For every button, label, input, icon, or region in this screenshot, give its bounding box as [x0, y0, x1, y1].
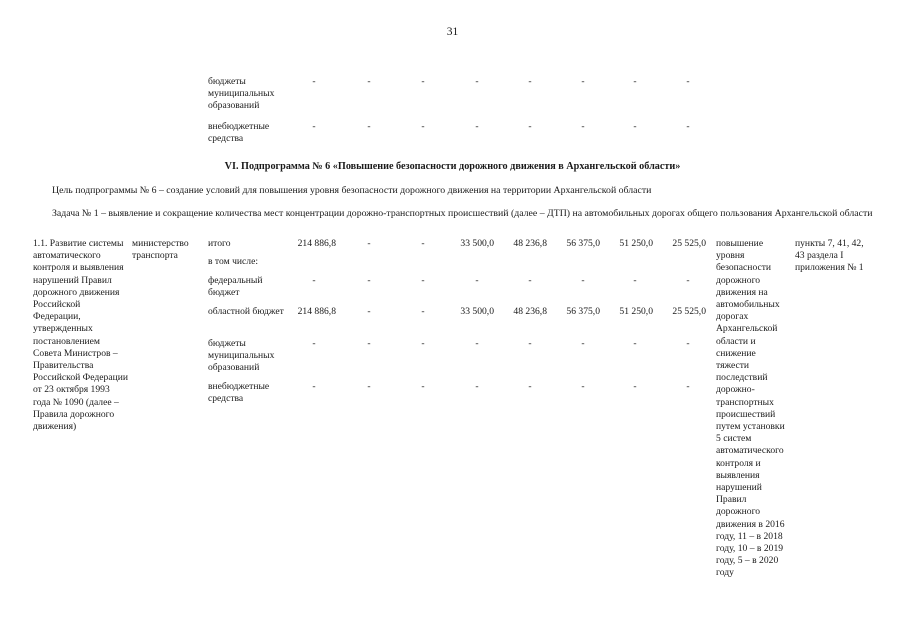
value-cell: 214 886,8 — [297, 238, 336, 249]
value-cell: - — [367, 76, 371, 87]
value-cell: - — [633, 275, 637, 286]
value-cell: - — [421, 275, 425, 286]
value-cell: - — [421, 238, 425, 249]
source-label: бюджеты муниципальных образований — [208, 76, 275, 112]
value-cell: - — [686, 275, 690, 286]
value-cell: - — [686, 381, 690, 392]
value-cell: 56 375,0 — [566, 306, 600, 317]
value-cell: - — [421, 121, 425, 132]
value-cell: - — [581, 338, 585, 349]
value-cell: - — [475, 338, 479, 349]
value-cell: - — [686, 76, 690, 87]
value-cell: - — [367, 121, 371, 132]
value-cell: - — [528, 121, 532, 132]
value-cell: - — [475, 121, 479, 132]
value-cell: - — [581, 76, 585, 87]
task-text: Задача № 1 – выявление и сокращение количества мест концентрации дорожно-транспортных происшествий (далее – ДТП) на автомобильных дорогах общего пользования Архангельской области — [52, 208, 873, 219]
page-number: 31 — [446, 26, 459, 38]
value-cell: - — [312, 338, 316, 349]
value-cell: - — [367, 306, 371, 317]
value-cell: 51 250,0 — [619, 238, 653, 249]
value-cell: - — [367, 275, 371, 286]
source-label: внебюджетные средства — [208, 121, 270, 145]
value-cell: - — [528, 338, 532, 349]
value-cell: - — [312, 381, 316, 392]
value-cell: 33 500,0 — [460, 238, 494, 249]
source-label: федеральный бюджет — [208, 275, 263, 299]
value-cell: 51 250,0 — [619, 306, 653, 317]
value-cell: - — [475, 76, 479, 87]
value-cell: 214 886,8 — [297, 306, 336, 317]
value-cell: - — [528, 76, 532, 87]
value-cell: 25 525,0 — [672, 306, 706, 317]
value-cell: - — [475, 275, 479, 286]
value-cell: - — [312, 76, 316, 87]
value-cell: - — [421, 76, 425, 87]
value-cell: - — [686, 338, 690, 349]
value-cell: - — [421, 306, 425, 317]
value-cell: - — [475, 381, 479, 392]
value-cell: - — [633, 381, 637, 392]
value-cell: - — [581, 275, 585, 286]
value-cell: - — [633, 121, 637, 132]
value-cell: 25 525,0 — [672, 238, 706, 249]
source-label: внебюджетные средства — [208, 381, 270, 405]
value-cell: - — [367, 238, 371, 249]
measure-executor: министерство транспорта — [132, 238, 189, 262]
value-cell: 33 500,0 — [460, 306, 494, 317]
value-cell: - — [312, 121, 316, 132]
section-heading: VI. Подпрограмма № 6 «Повышение безопасности дорожного движения в Архангельской области» — [224, 161, 681, 172]
value-cell: - — [528, 381, 532, 392]
measure-reference: пункты 7, 41, 42, 43 раздела I приложения № 1 — [795, 238, 864, 274]
measure-name: 1.1. Развитие системы автоматического контроля и выявления нарушений Правил дорожного движения Российской Федерации, утвержденных постановлением Совета Министров – Правительства Российской Федерации от 23 октября 1993 года № 1090 (далее – Правила дорожного движения) — [33, 238, 128, 433]
value-cell: - — [581, 381, 585, 392]
value-cell: - — [633, 338, 637, 349]
goal-text: Цель подпрограммы № 6 – создание условий для повышения уровня безопасности дорожного движения на территории Архангельской области — [52, 185, 652, 196]
value-cell: 48 236,8 — [513, 238, 547, 249]
value-cell: 48 236,8 — [513, 306, 547, 317]
value-cell: - — [421, 338, 425, 349]
value-cell: - — [421, 381, 425, 392]
measure-result: повышение уровня безопасности дорожного движения на автомобильных дорогах Архангельской области и снижение тяжести последствий дорожно-транспортных происшествий путем установки 5 систем автоматического контроля и выявления нарушений Правил дорожного движения в 2016 году, 11 – в 2018 году, 10 – в 2019 году, 5 – в 2020 году — [716, 238, 785, 579]
value-cell: - — [367, 338, 371, 349]
value-cell: - — [633, 76, 637, 87]
source-label: итого — [208, 238, 231, 249]
value-cell: - — [686, 121, 690, 132]
value-cell: - — [528, 275, 532, 286]
incl-label: в том числе: — [208, 256, 259, 267]
value-cell: - — [367, 381, 371, 392]
source-label: областной бюджет — [208, 306, 284, 317]
value-cell: - — [312, 275, 316, 286]
value-cell: - — [581, 121, 585, 132]
value-cell: 56 375,0 — [566, 238, 600, 249]
source-label: бюджеты муниципальных образований — [208, 338, 275, 374]
